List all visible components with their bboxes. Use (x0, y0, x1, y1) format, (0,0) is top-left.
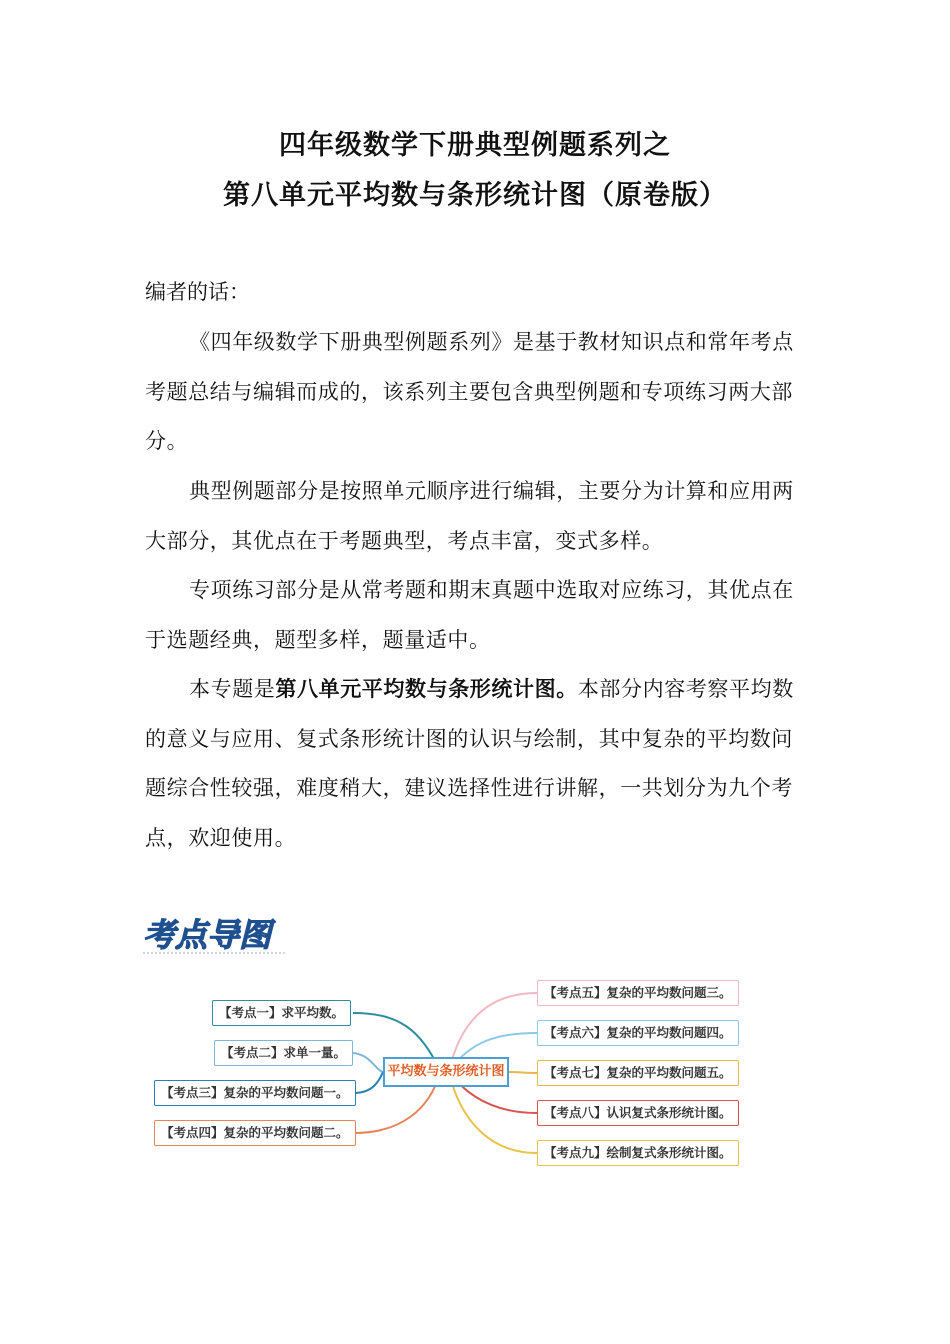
mindmap-node-9: 【考点九】绘制复式条形统计图。 (537, 1140, 739, 1166)
topic-prefix: 本专题是 (189, 677, 276, 701)
mindmap-node-2: 【考点二】求单一量。 (214, 1040, 353, 1066)
mindmap-node-5: 【考点五】复杂的平均数问题三。 (537, 980, 739, 1006)
paragraph-examples: 典型例题部分是按照单元顺序进行编辑，主要分为计算和应用两大部分，其优点在于考题典型，考点丰富，变式多样。 (145, 479, 794, 553)
mindmap-node-6: 【考点六】复杂的平均数问题四。 (537, 1020, 739, 1046)
paragraph-series-intro: 《四年级数学下册典型例题系列》是基于教材知识点和常年考点考题总结与编辑而成的，该系列主要包含典型例题和专项练习两大部分。 (145, 330, 794, 453)
mindmap-node-3: 【考点三】复杂的平均数问题一。 (154, 1080, 356, 1106)
document-title-line1: 四年级数学下册典型例题系列之 (279, 130, 671, 161)
section-heading-text: 考点导图 (143, 916, 272, 954)
connector-7 (509, 1072, 537, 1073)
mindmap-node-8: 【考点八】认识复式条形统计图。 (537, 1100, 739, 1126)
mindmap-center-node: 平均数与条形统计图 (383, 1057, 509, 1087)
paragraph-practice: 专项练习部分是从常考题和期末真题中选取对应练习，其优点在于选题经典，题型多样，题量适中。 (145, 578, 794, 652)
connector-2 (351, 1053, 383, 1072)
connector-3 (354, 1072, 383, 1093)
editor-note-label: 编者的话： (145, 280, 250, 304)
mindmap-node-4: 【考点四】复杂的平均数问题二。 (154, 1120, 356, 1146)
topic-suffix: 本部分内容考察平均数的意义与应用、复式条形统计图的认识与绘制，其中复杂的平均数问题综合性较强，难度稍大，建议选择性进行讲解，一共划分为九个考点，欢迎使用。 (145, 677, 794, 850)
mindmap-node-7: 【考点七】复杂的平均数问题五。 (537, 1060, 739, 1086)
document-title-line2: 第八单元平均数与条形统计图（原卷版） (223, 180, 727, 211)
mindmap-node-1: 【考点一】求平均数。 (212, 1000, 351, 1026)
topic-bold: 第八单元平均数与条形统计图。 (275, 677, 578, 701)
